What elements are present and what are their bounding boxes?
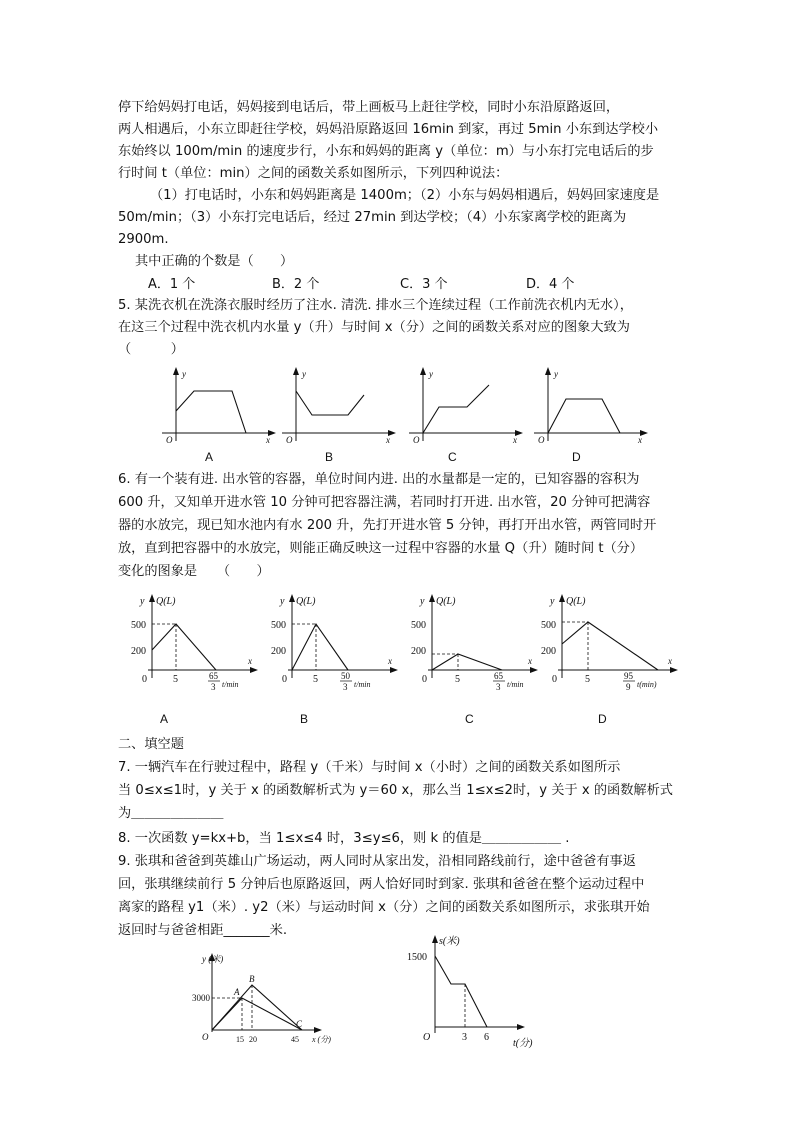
q9-line-3: 离家的路程 y1（米）. y2（米）与运动时间 x（分）之间的函数关系如图所示，求张琪开始 bbox=[118, 900, 650, 915]
axis-x-label: x bbox=[513, 435, 517, 445]
origin-label: O bbox=[166, 435, 173, 445]
q4-option-c: C．3 个 bbox=[400, 277, 448, 292]
q7-line-2: 当 0≤x≤1时，y 关于 x 的函数解析式为 y＝60 x，那么当 1≤x≤2时，y 关于 x 的函数解析式 bbox=[118, 783, 673, 798]
y-arrow bbox=[559, 594, 565, 602]
y-arrow bbox=[429, 594, 435, 602]
q6-graph-b bbox=[270, 592, 420, 697]
q-curve bbox=[562, 622, 658, 670]
end-den: 9 bbox=[626, 682, 631, 692]
q6-label-d: D bbox=[598, 712, 607, 726]
q4-line-5: （1）打电话时，小东和妈妈距离是 1400m；（2）小东与妈妈相遇后，妈妈回家速度是 bbox=[150, 188, 660, 203]
x-arrow bbox=[314, 1027, 322, 1033]
tick-15: 15 bbox=[236, 1035, 244, 1044]
origin-label: O bbox=[423, 1032, 431, 1043]
point-a-label: A bbox=[234, 987, 240, 997]
x-arrow bbox=[530, 667, 538, 673]
x-label: x bbox=[528, 656, 532, 666]
unit-label: t(min) bbox=[637, 680, 657, 689]
end-den: 3 bbox=[211, 682, 216, 692]
y-arrow bbox=[420, 367, 426, 375]
q-curve bbox=[292, 624, 348, 670]
q4-line-1: 停下给妈妈打电话，妈妈接到电话后，带上画板马上赶往学校，同时小东沿原路返回， bbox=[118, 100, 620, 115]
x-arrow bbox=[250, 667, 258, 673]
q-label: Q(L) bbox=[566, 596, 586, 607]
q4-line-2: 两人相遇后，小东立即赶往学校，妈妈沿原路返回 16min 到家，再过 5min 小东到达学校小 bbox=[118, 122, 659, 137]
x-label: x bbox=[668, 656, 672, 666]
unit-label: t/min bbox=[354, 680, 371, 689]
tick-200: 200 bbox=[411, 646, 426, 657]
y-label: y bbox=[280, 596, 285, 607]
q5-label-b: B bbox=[325, 450, 334, 464]
q4-option-b: B．2 个 bbox=[272, 277, 320, 292]
q9-graph-right bbox=[405, 930, 555, 1052]
end-num: 65 bbox=[209, 671, 218, 681]
tick-200: 200 bbox=[541, 646, 556, 657]
tick-0: 0 bbox=[422, 674, 427, 685]
tick-200: 200 bbox=[271, 646, 286, 657]
q9-line-1: 9. 张琪和爸爸到英雄山广场运动，两人同时从家出发，沿相同路线前行，途中爸爸有事返 bbox=[118, 854, 636, 869]
y-arrow bbox=[149, 594, 155, 602]
water-curve bbox=[296, 391, 364, 415]
origin-label: O bbox=[413, 435, 420, 445]
q4-option-d: D．4 个 bbox=[526, 277, 575, 292]
q7-line-1: 7. 一辆汽车在行驶过程中，路程 y（千米）与时间 x（小时）之间的函数关系如图所示 bbox=[118, 760, 621, 775]
q5-label-d: D bbox=[572, 450, 581, 464]
q5-graph-b bbox=[280, 365, 400, 445]
section-title-fill-in: 二、填空题 bbox=[118, 737, 184, 752]
point-c-label: C bbox=[296, 1019, 303, 1029]
x-label: x (分) bbox=[312, 1035, 331, 1044]
q6-line-5: 变化的图象是 （ ） bbox=[118, 564, 270, 579]
y-arrow bbox=[293, 367, 299, 375]
q4-line-7: 2900m. bbox=[118, 232, 169, 247]
tick-5: 5 bbox=[313, 674, 318, 685]
y-label: y bbox=[550, 596, 555, 607]
q6-graph-a bbox=[130, 592, 280, 697]
end-num: 50 bbox=[341, 671, 350, 681]
origin-label: O bbox=[202, 1032, 209, 1042]
origin-label: O bbox=[538, 435, 545, 445]
tick-0: 0 bbox=[282, 674, 287, 685]
q6-line-3: 器的水放完，现已知水池内有水 200 升，先打开进水管 5 分钟，再打开出水管，两管同时开 bbox=[118, 518, 657, 533]
q6-line-1: 6. 有一个装有进. 出水管的容器，单位时间内进. 出的水量都是一定的，已知容器的容积为 bbox=[118, 472, 640, 487]
x-label: x bbox=[388, 656, 392, 666]
q5-line-1: 5. 某洗衣机在洗涤衣服时经历了注水. 清洗. 排水三个连续过程（工作前洗衣机内无水）， bbox=[118, 298, 633, 313]
y-label: s(米) bbox=[439, 936, 460, 947]
end-den: 3 bbox=[496, 682, 501, 692]
q5-graph-d bbox=[532, 365, 652, 445]
tick-500: 500 bbox=[131, 620, 146, 631]
tick-3000: 3000 bbox=[192, 993, 210, 1003]
q4-line-3: 东始终以 100m/min 的速度步行，小东和妈妈的距离 y（单位：m）与小东打完电话后的步 bbox=[118, 144, 654, 159]
s-curve bbox=[435, 956, 487, 1027]
axis-x-label: x bbox=[638, 435, 642, 445]
q6-line-4: 放，直到把容器中的水放完，则能正确反映这一过程中容器的水量 Q（升）随时间 t（分） bbox=[118, 541, 644, 556]
x-arrow bbox=[390, 667, 398, 673]
q4-option-a: A．1 个 bbox=[148, 277, 196, 292]
q6-label-b: B bbox=[300, 712, 309, 726]
tick-45: 45 bbox=[291, 1035, 299, 1044]
unit-label: t/min bbox=[222, 680, 239, 689]
q6-line-2: 600 升，又知单开进水管 10 分钟可把容器注满，若同时打开进. 出水管，20 分钟可把满容 bbox=[118, 495, 651, 510]
x-label: x bbox=[248, 656, 252, 666]
y-label: y bbox=[140, 596, 145, 607]
tick-5: 5 bbox=[585, 674, 590, 685]
y-label: y (米) bbox=[202, 954, 224, 964]
tick-3: 3 bbox=[462, 1032, 467, 1043]
end-num: 95 bbox=[624, 671, 633, 681]
tick-0: 0 bbox=[142, 674, 147, 685]
q-curve bbox=[152, 624, 216, 670]
y-arrow bbox=[545, 367, 551, 375]
water-curve bbox=[423, 385, 489, 433]
axis-x-label: x bbox=[386, 435, 390, 445]
q6-label-c: C bbox=[465, 712, 474, 726]
q6-label-a: A bbox=[160, 712, 169, 726]
q9-graph-left bbox=[192, 950, 352, 1050]
q-label: Q(L) bbox=[156, 596, 176, 607]
unit-label: t/min bbox=[507, 680, 524, 689]
x-arrow bbox=[670, 667, 678, 673]
y-arrow bbox=[173, 367, 179, 375]
q5-label-a: A bbox=[205, 450, 214, 464]
origin-label: O bbox=[286, 435, 293, 445]
tick-0: 0 bbox=[552, 674, 557, 685]
water-curve bbox=[176, 391, 246, 433]
water-curve bbox=[548, 399, 620, 433]
axis-y-label: y bbox=[554, 369, 558, 379]
axis-y-label: y bbox=[302, 369, 306, 379]
axis-y-label: y bbox=[429, 369, 433, 379]
q5-graph-c bbox=[407, 365, 527, 445]
q7-line-3: 为＿＿＿＿＿＿＿ bbox=[118, 806, 224, 821]
tick-500: 500 bbox=[541, 620, 556, 631]
q5-graph-a bbox=[160, 365, 280, 445]
y-arrow bbox=[432, 935, 438, 943]
y-label: y bbox=[420, 596, 425, 607]
tick-500: 500 bbox=[271, 620, 286, 631]
q-label: Q(L) bbox=[436, 596, 456, 607]
q6-graph-d bbox=[540, 592, 700, 697]
end-num: 65 bbox=[494, 671, 503, 681]
q-label: Q(L) bbox=[296, 596, 316, 607]
end-den: 3 bbox=[343, 682, 348, 692]
y-arrow bbox=[289, 594, 295, 602]
tick-500: 500 bbox=[411, 620, 426, 631]
axis-x-label: x bbox=[266, 435, 270, 445]
q6-graph-c bbox=[410, 592, 560, 697]
q-curve bbox=[432, 654, 502, 670]
q4-line-6: 50m/min；（3）小东打完电话后，经过 27min 到达学校；（4）小东家离学校的距离为 bbox=[118, 210, 627, 225]
q5-line-2: 在这三个过程中洗衣机内水量 y（升）与时间 x（分）之间的函数关系对应的图象大致为 bbox=[118, 320, 630, 335]
q9-line-2: 回，张琪继续前行 5 分钟后也原路返回，两人恰好同时到家. 张琪和爸爸在整个运动过程中 bbox=[118, 877, 645, 892]
tick-1500: 1500 bbox=[407, 952, 427, 963]
q5-line-3: （ ） bbox=[118, 342, 184, 357]
tick-200: 200 bbox=[131, 646, 146, 657]
q4-line-8: 其中正确的个数是（ ） bbox=[135, 254, 294, 269]
q8-line: 8. 一次函数 y=kx+b，当 1≤x≤4 时，3≤y≤6，则 k 的值是＿＿＿＿＿＿ . bbox=[118, 831, 570, 846]
tick-6: 6 bbox=[484, 1032, 489, 1043]
q9-line-4: 返回时与爸爸相距_______米. bbox=[118, 923, 288, 938]
x-label: t(分) bbox=[513, 1038, 533, 1049]
q5-label-c: C bbox=[448, 450, 457, 464]
q4-line-4: 行时间 t（单位：min）之间的函数关系如图所示，下列四种说法： bbox=[118, 166, 509, 181]
point-b-label: B bbox=[249, 974, 255, 984]
x-arrow bbox=[517, 1024, 525, 1030]
tick-5: 5 bbox=[173, 674, 178, 685]
tick-5: 5 bbox=[455, 674, 460, 685]
tick-20: 20 bbox=[249, 1035, 257, 1044]
axis-y-label: y bbox=[182, 369, 186, 379]
